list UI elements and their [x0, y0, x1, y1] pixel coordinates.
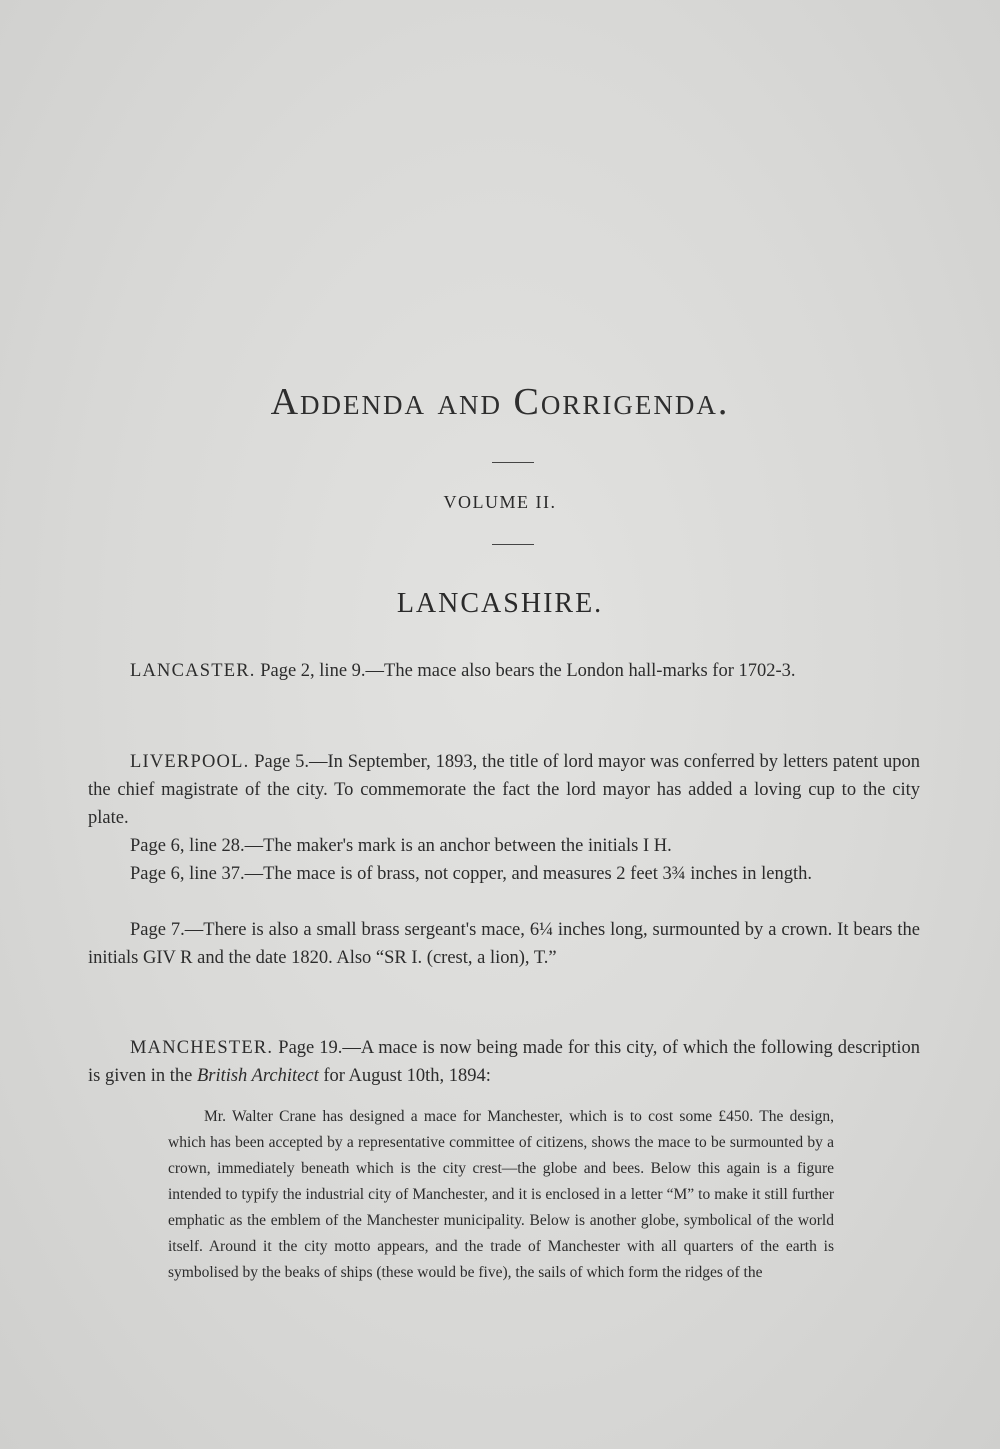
manchester-heading: MANCHESTER.: [130, 1038, 274, 1058]
title-rule: [492, 462, 534, 463]
liverpool-note-maker: Page 6, line 28.—The maker's mark is an anchor between the initials I H.: [130, 836, 672, 856]
manchester-date: for August 10th, 1894:: [323, 1066, 491, 1086]
journal-name: British Architect: [196, 1066, 319, 1086]
manchester-entry: [88, 1034, 920, 1090]
lancaster-heading: LANCASTER.: [130, 661, 256, 681]
manchester-text: Page 19.—A mace is now being made for this city, of which the following description is given in the: [88, 1038, 920, 1086]
page-title: Addenda and Corrigenda.: [270, 381, 730, 423]
volume-rule: [492, 544, 534, 545]
block-quote: Mr. Walter Crane has designed a mace for Manchester, which is to cost some £450. The design, which has been accepted by a representative committee of citizens, shows the mace to be surmounted by a crown, immediately beneath which is the city crest—the globe and bees. Below this again is a figure intended to typify the industrial city of Manchester, and it is enclosed in a letter “M” to make it still further emphatic as the emblem of the Manchester municipality. Below is another globe, symbolical of the world itself. Around it the city motto appears, and the trade of Manchester with all quarters of the earth is symbolised by the beaks of ships (these would be five), the sails of which form the ridges of the: [168, 1108, 834, 1281]
liverpool-heading: LIVERPOOL.: [130, 752, 250, 772]
liverpool-text: Page 5.—In September, 1893, the title of lord mayor was conferred by letters patent upon the chief magistrate of the city. To commemorate the fact the lord mayor has added a loving cup to the city plate.: [88, 752, 920, 828]
liverpool-note-sergeant: Page 7.—There is also a small brass sergeant's mace, 6¼ inches long, surmounted by a crown. It bears the initials GIV R and the date 1820. Also “SR I. (crest, a lion), T.”: [88, 920, 920, 968]
liverpool-note-mace: Page 6, line 37.—The mace is of brass, not copper, and measures 2 feet 3¾ inches in length.: [130, 864, 813, 884]
volume-heading: VOLUME II.: [443, 492, 557, 512]
county-heading: LANCASHIRE.: [396, 588, 604, 619]
liverpool-entry: [88, 748, 920, 832]
lancaster-text: Page 2, line 9.—The mace also bears the London hall-marks for 1702-3.: [260, 661, 796, 681]
lancaster-entry: [88, 657, 920, 685]
